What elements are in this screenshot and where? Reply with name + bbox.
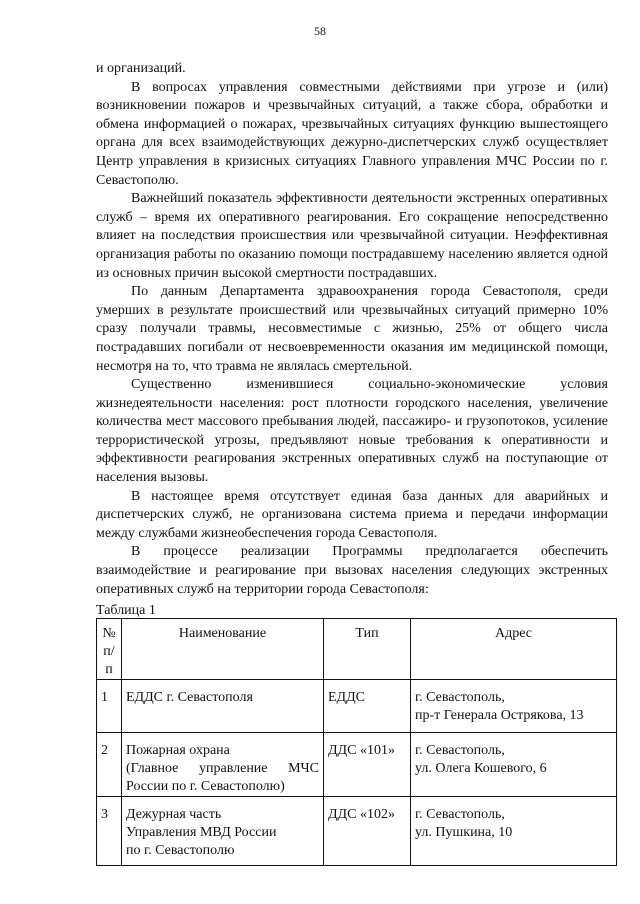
header-number-abbrev: п/п — [103, 644, 115, 677]
cell-name — [122, 797, 324, 866]
cell-address — [411, 680, 617, 733]
cell-address-line: г. Севастополь, — [415, 807, 505, 822]
header-type: Тип — [324, 619, 411, 680]
cell-name-line: (Главное управление МЧС — [126, 761, 319, 776]
cell-name-line: Пожарная охрана — [126, 743, 230, 758]
cell-address-line: пр-т Генерала Острякова, 13 — [415, 708, 584, 723]
cell-address-line: ул. Пушкина, 10 — [415, 825, 513, 840]
cell-name-line: ЕДДС г. Севастополя — [126, 690, 253, 705]
header-number — [97, 619, 122, 680]
header-address: Адрес — [411, 619, 617, 680]
table-row — [97, 733, 617, 797]
page-number: 58 — [314, 24, 326, 38]
table-header-row — [97, 619, 617, 680]
cell-type: ЕДДС — [324, 680, 411, 733]
cell-name — [122, 733, 324, 797]
table-row — [97, 680, 617, 733]
cell-address-line: ул. Олега Кошевого, 6 — [415, 761, 547, 776]
paragraph-coordination-center: В вопросах управления совместными действиями при угрозе и (или) возникновении пожаров и чрезвычайных ситуаций, а также сбора, обработки и обмена информацией о пожарах, чрезвычайных ситуациях функцию вышестоящего органа для всех взаимодействующих дежурно-диспетчерских служб осуществляет Центр управления в кризисных ситуациях Главного управления МЧС России по г. Севастополю. — [96, 79, 608, 188]
cell-address — [411, 733, 617, 797]
cell-name-line: Дежурная часть — [126, 807, 222, 822]
cell-name-line: Управления МВД России — [126, 825, 277, 840]
cell-name-line: России по г. Севастополю) — [126, 779, 285, 794]
cell-number: 1 — [97, 680, 122, 733]
cell-address-line: г. Севастополь, — [415, 690, 505, 705]
paragraph-missing-database: В настоящее время отсутствует единая база данных для аварийных и диспетчерских служб, не организована система приема и передачи информации между службами жизнеобеспечения города Севастополя. — [96, 488, 608, 541]
table-row — [97, 797, 617, 866]
cell-name — [122, 680, 324, 733]
paragraph-socio-economic-conditions: Существенно изменившиеся социально-экономические условия жизнедеятельности населения: рост плотности городского населения, увеличение количества мест массового пребывания людей, пассажиро- и грузопотоков, усиление террористической угрозы, предъявляют новые требования к оперативности и эффективности реагирования экстренных оперативных служб на поступающие от населения вызовы. — [96, 377, 608, 486]
table-caption: Таблица 1 — [96, 603, 156, 618]
cell-address-line: г. Севастополь, — [415, 743, 505, 758]
services-table — [96, 618, 617, 866]
header-name: Наименование — [122, 619, 324, 680]
cell-number: 3 — [97, 797, 122, 866]
paragraph-program-goal: В процессе реализации Программы предполагается обеспечить взаимодействие и реагирование при вызовах населения следующих экстренных оперативных служб на территории города Севастополя: — [96, 544, 608, 597]
cell-type: ДДС «101» — [324, 733, 411, 797]
header-number-symbol: № — [102, 626, 116, 641]
body-text — [96, 60, 608, 599]
cell-number: 2 — [97, 733, 122, 797]
paragraph-health-statistics: По данным Департамента здравоохранения города Севастополя, среди умерших в результате происшествий или чрезвычайных ситуаций примерно 10% сразу получали травмы, несовместимые с жизнью, 25% от общего числа пострадавших погибали от несвоевременности оказания им медицинской помощи, несмотря на то, что травма не являлась смертельной. — [96, 284, 608, 374]
paragraph-continuation: и организаций. — [96, 61, 186, 76]
cell-address — [411, 797, 617, 866]
cell-type: ДДС «102» — [324, 797, 411, 866]
cell-name-line: по г. Севастополю — [126, 843, 235, 858]
paragraph-response-time: Важнейший показатель эффективности деятельности экстренных оперативных служб – время их оперативного реагирования. Его сокращение непосредственно влияет на последствия происшествия или чрезвычайной ситуации. Неэффективная организация работы по оказанию помощи пострадавшему населению является одной из основных причин высокой смертности пострадавших. — [96, 191, 608, 281]
